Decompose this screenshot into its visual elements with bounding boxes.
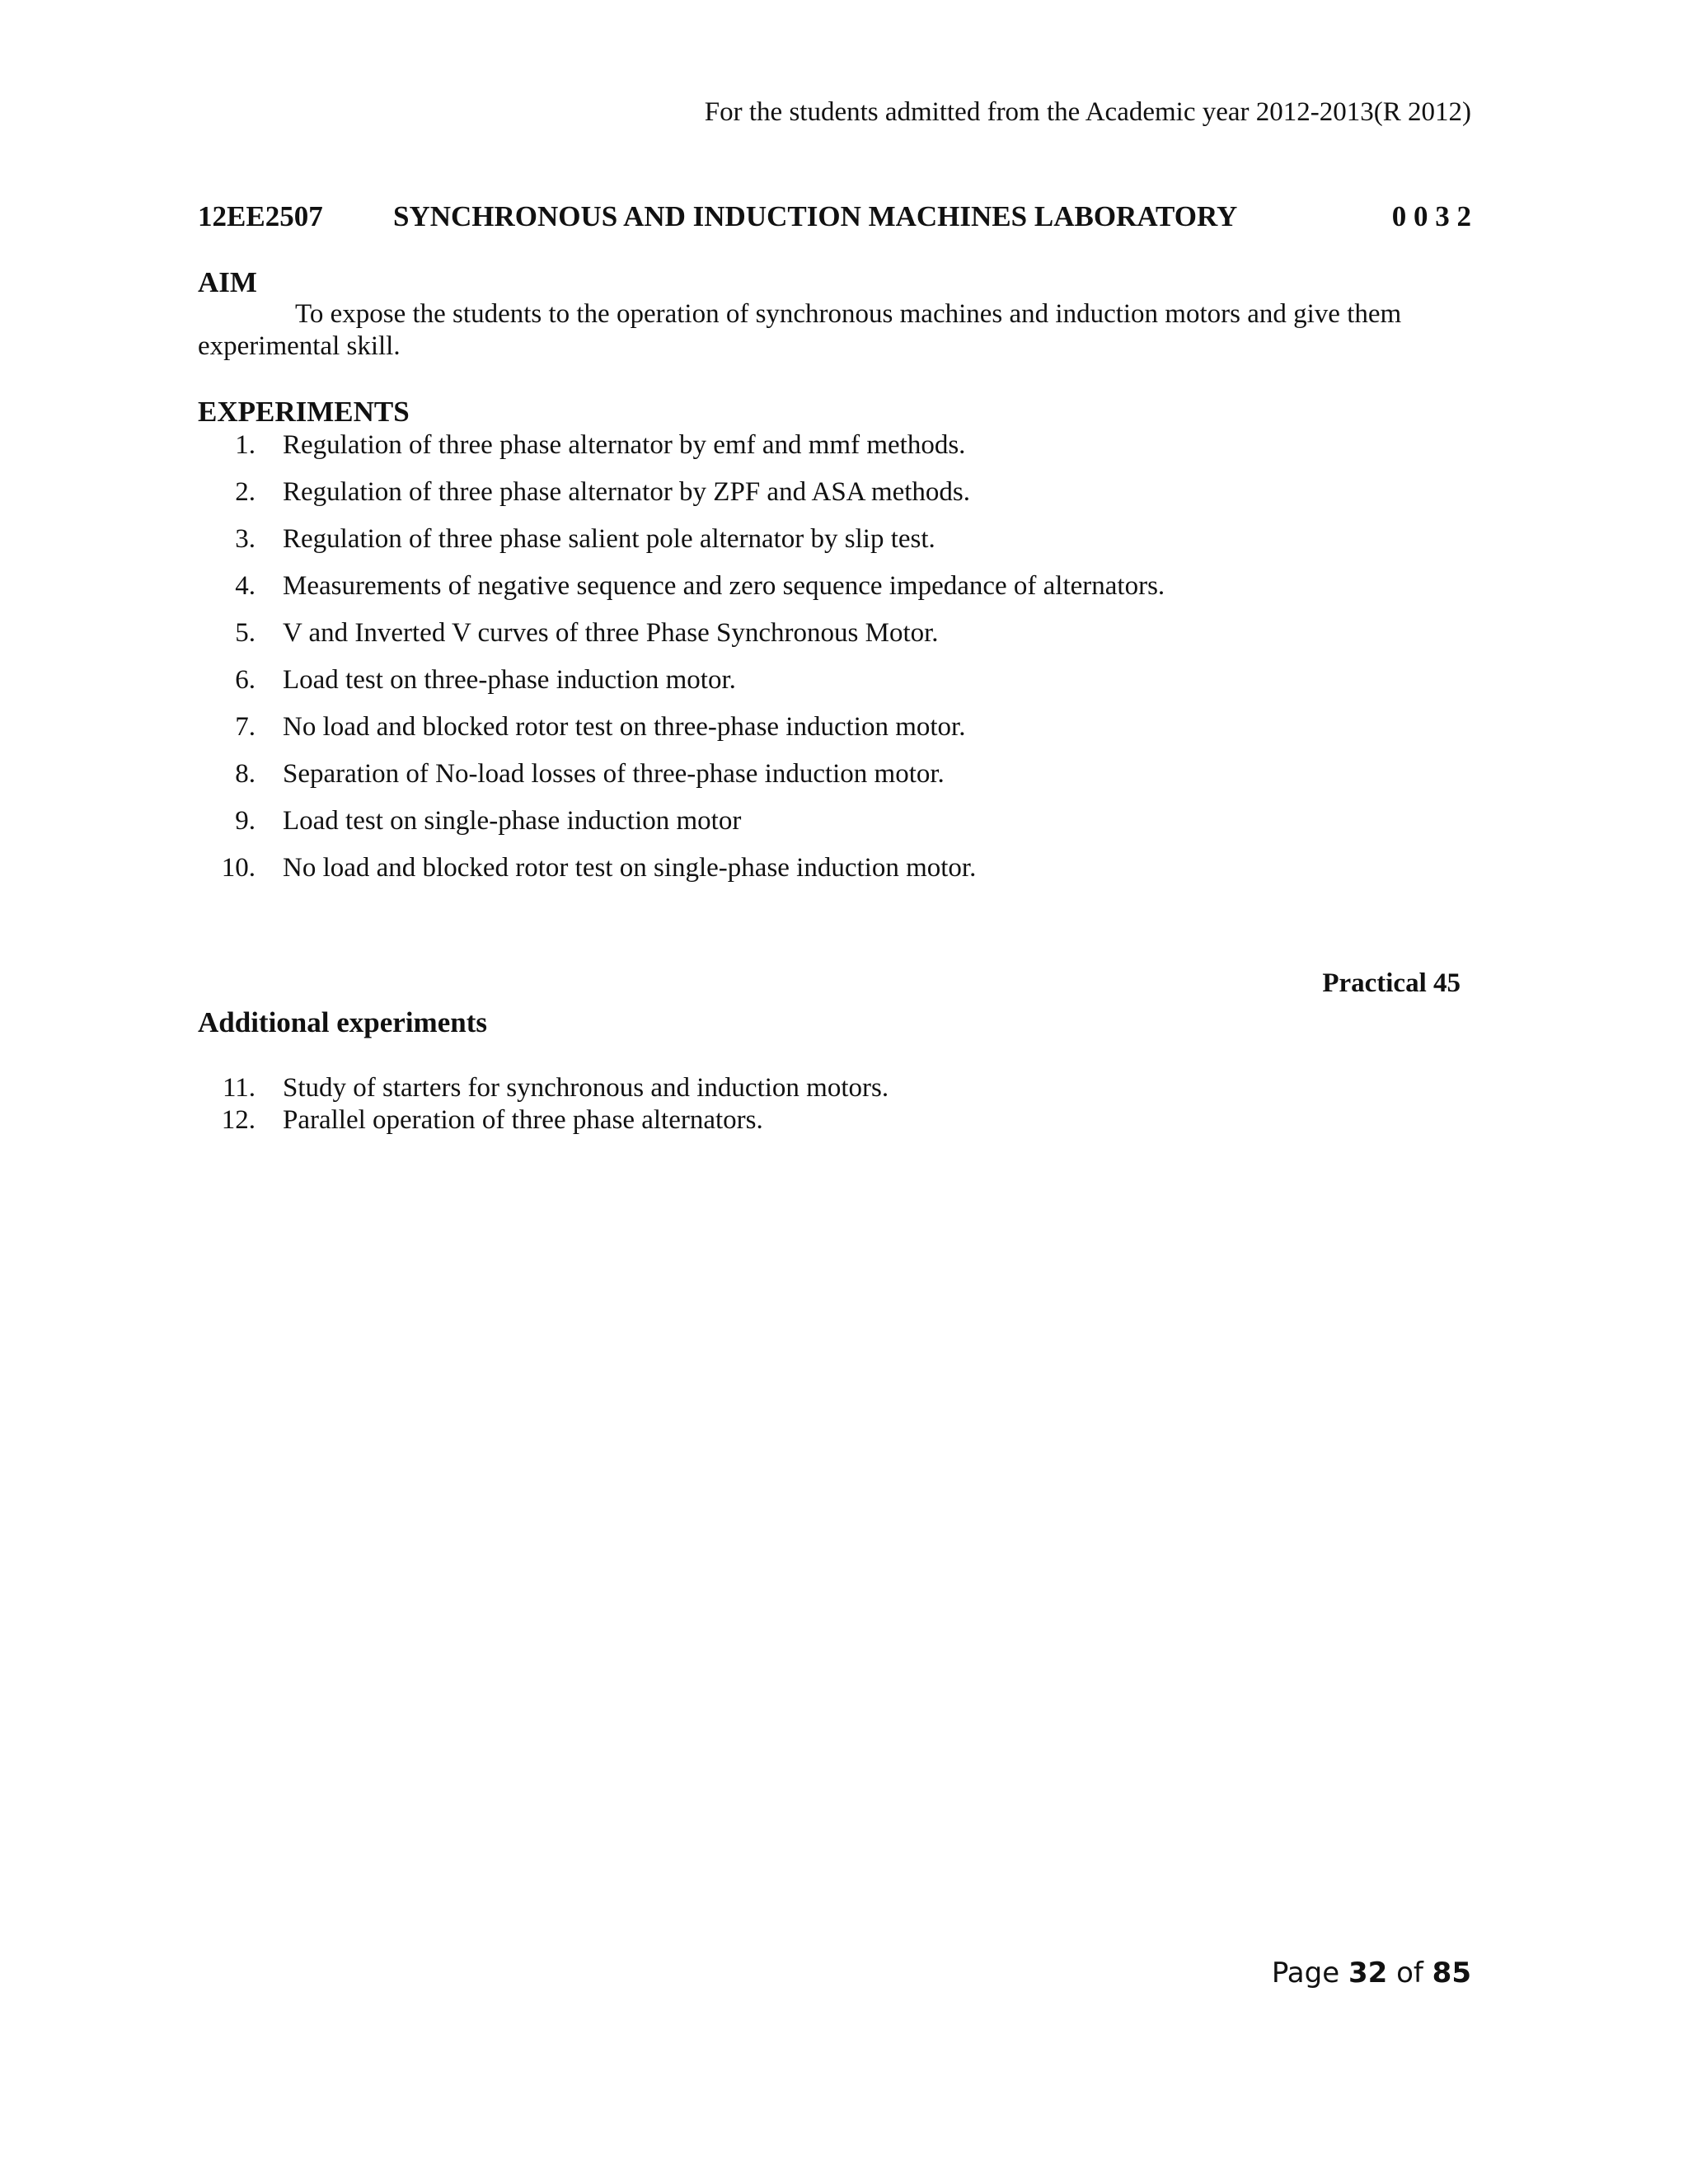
additional-heading: Additional experiments bbox=[198, 1006, 487, 1038]
item-text: Load test on single-phase induction motor bbox=[283, 806, 742, 836]
item-text: V and Inverted V curves of three Phase Synchronous Motor. bbox=[283, 618, 939, 648]
header-note: For the students admitted from the Academic year 2012-2013(R 2012) bbox=[704, 97, 1471, 127]
item-number: 12. bbox=[221, 1105, 256, 1135]
item-number: 2. bbox=[235, 477, 256, 507]
item-number: 9. bbox=[235, 806, 256, 836]
item-number: 11. bbox=[222, 1073, 256, 1103]
aim-text: To expose the students to the operation of synchronous machines and induction motors and give them experimental skill. bbox=[198, 299, 1402, 361]
item-text: Regulation of three phase alternator by emf and mmf methods. bbox=[283, 430, 966, 460]
item-number: 4. bbox=[235, 571, 256, 601]
page-number: 32 bbox=[1348, 1957, 1388, 1990]
item-text: Measurements of negative sequence and zero sequence impedance of alternators. bbox=[283, 571, 1165, 601]
item-text: Regulation of three phase salient pole alternator by slip test. bbox=[283, 524, 935, 554]
course-header bbox=[198, 200, 1471, 237]
item-number: 8. bbox=[235, 759, 256, 789]
course-credits: 0 0 3 2 bbox=[1391, 200, 1471, 232]
item-number: 6. bbox=[235, 665, 256, 695]
page-footer bbox=[1272, 1957, 1471, 1990]
item-number: 7. bbox=[235, 712, 256, 742]
item-number: 3. bbox=[235, 524, 256, 554]
item-text: Separation of No-load losses of three-phase induction motor. bbox=[283, 759, 945, 789]
item-number: 1. bbox=[235, 430, 256, 460]
item-number: 10. bbox=[221, 853, 256, 883]
total-pages: 85 bbox=[1432, 1957, 1471, 1990]
item-number: 5. bbox=[235, 618, 256, 648]
aim-heading: AIM bbox=[198, 266, 257, 298]
item-text: No load and blocked rotor test on three-phase induction motor. bbox=[283, 712, 966, 742]
item-text: No load and blocked rotor test on single-phase induction motor. bbox=[283, 853, 977, 883]
course-title: SYNCHRONOUS AND INDUCTION MACHINES LABORATORY bbox=[393, 200, 1238, 232]
item-text: Regulation of three phase alternator by ZPF and ASA methods. bbox=[283, 477, 971, 507]
practical-hours: Practical 45 bbox=[1322, 968, 1461, 998]
page-word: Page bbox=[1271, 1957, 1340, 1990]
experiments-heading: EXPERIMENTS bbox=[198, 396, 410, 428]
item-text: Parallel operation of three phase alternators. bbox=[283, 1105, 763, 1135]
of-word: of bbox=[1396, 1957, 1423, 1990]
item-text: Study of starters for synchronous and induction motors. bbox=[283, 1073, 889, 1103]
item-text: Load test on three-phase induction motor. bbox=[283, 665, 736, 695]
course-code: 12EE2507 bbox=[198, 200, 323, 232]
